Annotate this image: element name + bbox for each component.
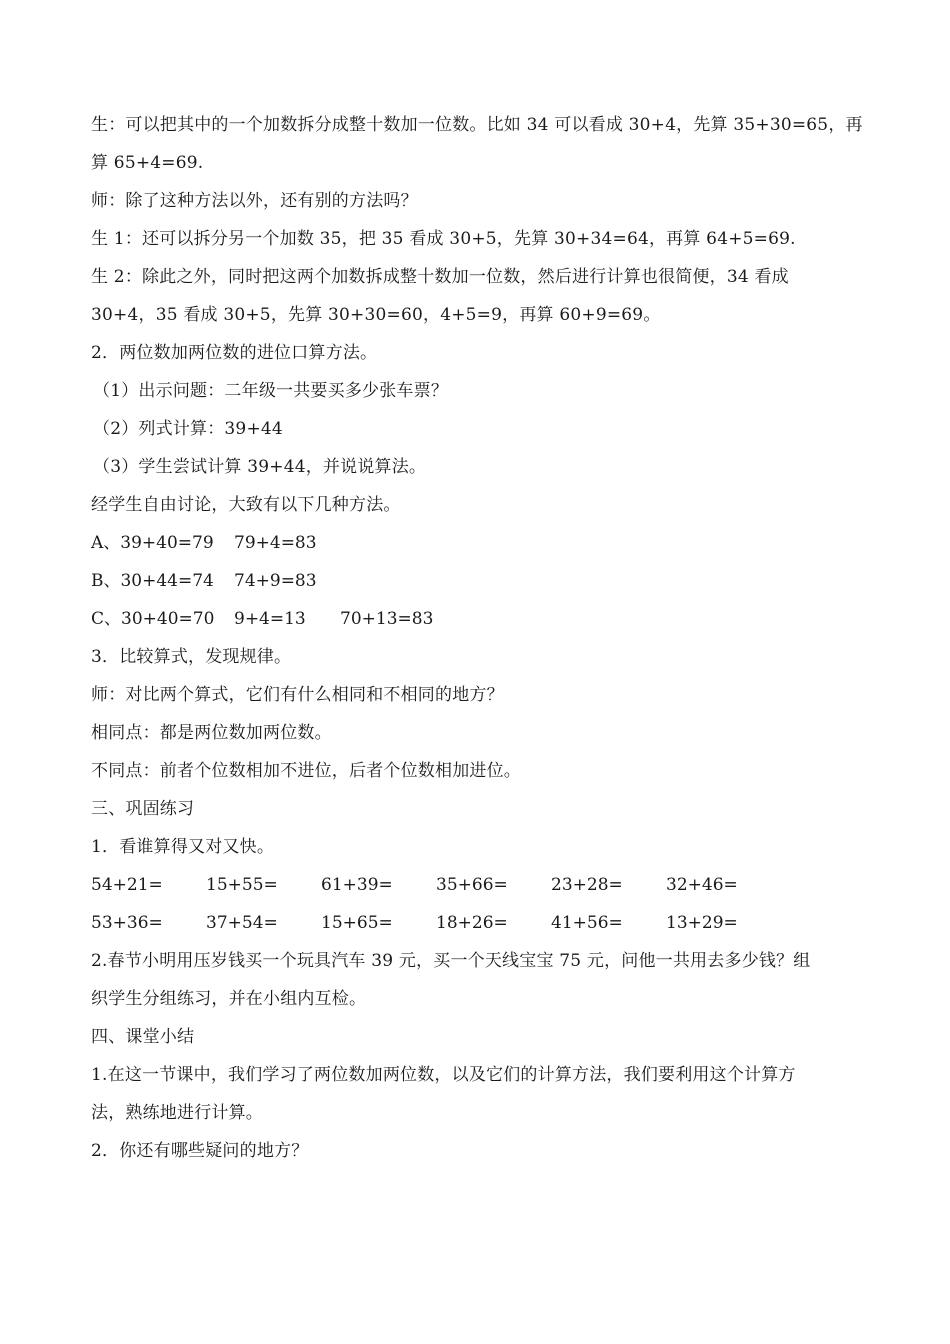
method-step: 9+4=13 xyxy=(234,609,306,629)
section-heading: 四、课堂小结 xyxy=(91,1027,195,1047)
exercise-item: 15+55= xyxy=(206,875,278,895)
exercise-item: 61+39= xyxy=(321,875,393,895)
method-a xyxy=(91,524,861,562)
text-line: 师：对比两个算式，它们有什么相同和不相同的地方？ xyxy=(91,685,504,705)
method-step: 74+9=83 xyxy=(234,571,317,591)
section-heading: 三、巩固练习 xyxy=(91,799,195,819)
text-line: 2．你还有哪些疑问的地方？ xyxy=(91,1141,309,1161)
text-line: 师：除了这种方法以外，还有别的方法吗？ xyxy=(91,191,418,211)
exercise-row xyxy=(91,866,861,904)
exercise-row xyxy=(91,904,861,942)
text-line: （3）学生尝试计算 39+44，并说说算法。 xyxy=(93,457,427,477)
method-b xyxy=(91,562,861,600)
exercise-item: 32+46= xyxy=(666,875,738,895)
method-step: 79+4=83 xyxy=(234,533,317,553)
text-line: 生：可以把其中的一个加数拆分成整十数加一位数。比如 34 可以看成 30+4，先算 35+30=65，再 xyxy=(91,115,863,135)
exercise-item: 13+29= xyxy=(666,913,738,933)
exercise-item: 37+54= xyxy=(206,913,278,933)
exercise-item: 53+36= xyxy=(91,913,163,933)
text-line: 织学生分组练习，并在小组内互检。 xyxy=(91,989,367,1009)
text-line: 法，熟练地进行计算。 xyxy=(91,1103,263,1123)
exercise-item: 35+66= xyxy=(436,875,508,895)
exercise-item: 15+65= xyxy=(321,913,393,933)
text-line: 2.春节小明用压岁钱买一个玩具汽车 39 元，买一个天线宝宝 75 元，问他一共用去多少钱？组 xyxy=(91,951,811,971)
text-line: 不同点：前者个位数相加不进位，后者个位数相加进位。 xyxy=(91,761,521,781)
text-line: 1.在这一节课中，我们学习了两位数加两位数，以及它们的计算方法，我们要利用这个计算方 xyxy=(91,1065,796,1085)
text-line: 算 65+4=69. xyxy=(91,153,204,173)
method-step: B、30+44=74 xyxy=(91,571,214,591)
method-c xyxy=(91,600,861,638)
text-line: 相同点：都是两位数加两位数。 xyxy=(91,723,332,743)
text-line: （1）出示问题：二年级一共要买多少张车票？ xyxy=(93,381,449,401)
method-step: 70+13=83 xyxy=(340,609,434,629)
exercise-item: 18+26= xyxy=(436,913,508,933)
method-step: A、39+40=79 xyxy=(91,533,214,553)
text-line: 生 1：还可以拆分另一个加数 35，把 35 看成 30+5，先算 30+34=64，再算 64+5=69. xyxy=(91,229,796,249)
section-heading: 2．两位数加两位数的进位口算方法。 xyxy=(91,343,378,363)
text-line: 30+4，35 看成 30+5，先算 30+30=60，4+5=9，再算 60+9=69。 xyxy=(91,305,661,325)
method-step: C、30+40=70 xyxy=(91,609,215,629)
text-line: 1．看谁算得又对又快。 xyxy=(91,837,275,857)
text-line: 经学生自由讨论，大致有以下几种方法。 xyxy=(91,495,401,515)
text-line: 生 2：除此之外，同时把这两个加数拆成整十数加一位数，然后进行计算也很简便，34 看成 xyxy=(91,267,789,287)
exercise-item: 23+28= xyxy=(551,875,623,895)
section-heading: 3．比较算式，发现规律。 xyxy=(91,647,292,667)
document-page xyxy=(91,106,861,1170)
exercise-item: 41+56= xyxy=(551,913,623,933)
text-line: （2）列式计算：39+44 xyxy=(93,419,283,439)
exercise-item: 54+21= xyxy=(91,875,163,895)
